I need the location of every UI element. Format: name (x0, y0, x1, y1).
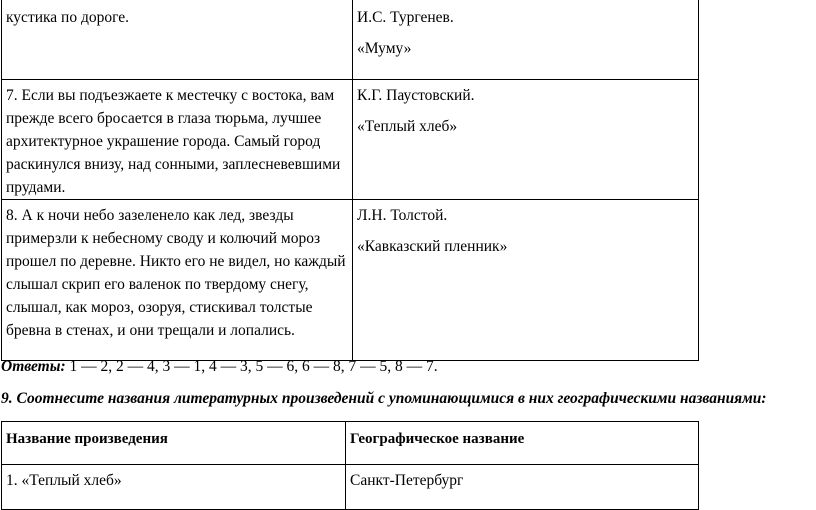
table-row (2, 80, 699, 200)
author-name: К.Г. Паустовский. (357, 87, 475, 104)
excerpt-cell: 8. А к ночи небо зазеленело как лед, звезды примерзли к небесному своду и колючий мороз прошел по деревне. Никто его не видел, но каждый слышал скрип его валенок по твердому снегу, слышал, как мороз, озоруя, стискивал толстые бревна в стенах, и они трещали и лопались. (2, 200, 353, 361)
author-name: И.С. Тургенев. (357, 9, 454, 26)
work-title: «Теплый хлеб» (357, 118, 458, 135)
answers-label: Ответы: (1, 358, 66, 375)
column-header-work: Название произведения (2, 422, 346, 465)
work-title: «Кавказский пленник» (357, 238, 508, 255)
task-9-heading: 9. Соотнесите названия литературных произведений с упоминающимися в них географическими названиями: (1, 390, 767, 407)
works-places-table (1, 421, 699, 510)
excerpt-cell: кустика по дороге. (2, 0, 353, 80)
author-cell (353, 0, 699, 80)
author-cell (353, 200, 699, 361)
excerpts-table (1, 0, 699, 361)
author-cell (353, 80, 699, 200)
table-row (2, 465, 699, 510)
table-row (2, 0, 699, 80)
work-title: «Муму» (357, 40, 412, 57)
column-header-place: Географическое название (346, 422, 699, 465)
author-name: Л.Н. Толстой. (357, 207, 448, 224)
table-header-row (2, 422, 699, 465)
answers-line (1, 357, 438, 377)
work-cell: 1. «Теплый хлеб» (2, 465, 346, 510)
excerpt-cell: 7. Если вы подъезжаете к местечку с востока, вам прежде всего бросается в глаза тюрьма, лучшее архитектурное украшение города. Самый город раскинулся внизу, над сонными, заплесневевшими прудами. (2, 80, 353, 200)
answers-text: 1 — 2, 2 — 4, 3 — 1, 4 — 3, 5 — 6, 6 — 8, 7 — 5, 8 — 7. (65, 358, 438, 375)
place-cell: Санкт-Петербург (346, 465, 699, 510)
table-row (2, 200, 699, 361)
